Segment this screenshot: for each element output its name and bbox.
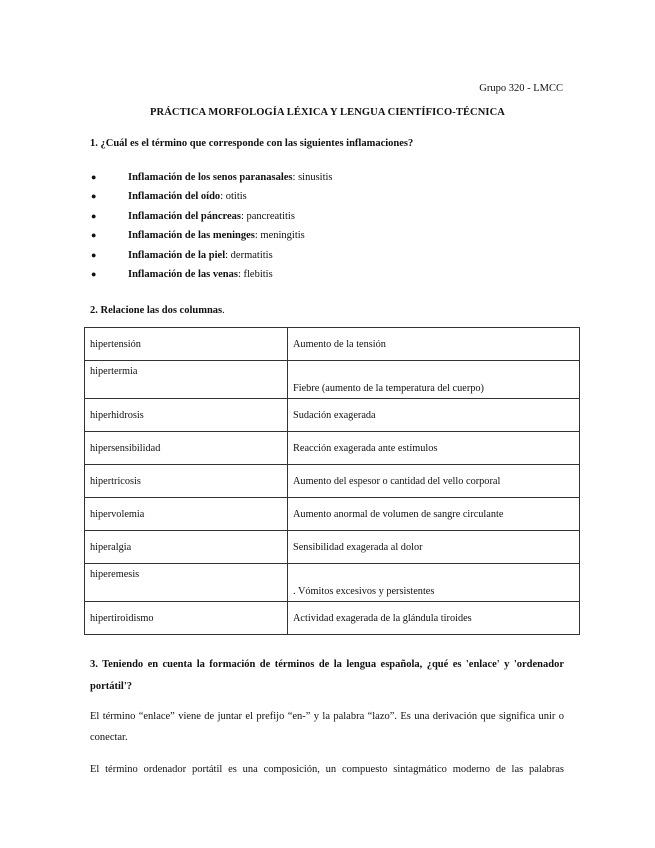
list-item	[90, 207, 333, 226]
term-cell: hiperhidrosis	[85, 399, 288, 432]
definition-cell: Fiebre (aumento de la temperatura del cuerpo)	[288, 361, 580, 399]
list-item-term: Inflamación del oído	[128, 191, 221, 203]
definition-cell: Sensibilidad exagerada al dolor	[288, 531, 580, 564]
table-row	[85, 361, 580, 399]
list-item-answer: : otitis	[220, 191, 247, 203]
table-row	[85, 498, 580, 531]
term-cell: hipertiroidismo	[85, 602, 288, 635]
table-row	[85, 399, 580, 432]
answer-paragraph-2: El término ordenador portátil es una composición, un compuesto sintagmático moderno de las palabras	[90, 764, 564, 775]
definition-cell: Aumento de la tensión	[288, 328, 580, 361]
list-item-term: Inflamación de las venas	[128, 268, 238, 280]
bullet-icon: ●	[91, 172, 97, 182]
relation-table	[84, 327, 580, 635]
question-1: 1. ¿Cuál es el término que corresponde con las siguientes inflamaciones?	[90, 138, 414, 149]
term-cell: hipertricosis	[85, 465, 288, 498]
term-cell: hiperalgia	[85, 531, 288, 564]
table-row	[85, 432, 580, 465]
bullet-icon: ●	[91, 268, 97, 279]
list-item	[90, 226, 333, 245]
list-item-answer: : dermatitis	[225, 249, 273, 261]
list-item	[90, 246, 333, 265]
list-item-answer: : flebitis	[237, 268, 273, 280]
definition-cell: . Vómitos excesivos y persistentes	[288, 564, 580, 602]
definition-cell: Reacción exagerada ante estímulos	[288, 432, 580, 465]
question-3: 3. Teniendo en cuenta la formación de términos de la lengua española, ¿qué es 'enlace' y 'ordenador portátil'?	[90, 659, 564, 692]
term-cell: hipervolemia	[85, 498, 288, 531]
definition-cell: Aumento del espesor o cantidad del vello corporal	[288, 465, 580, 498]
document-title: PRÁCTICA MORFOLOGÍA LÉXICA Y LENGUA CIENTÍFICO-TÉCNICA	[150, 107, 505, 118]
term-cell: hiperemesis	[85, 564, 288, 602]
question-2-number: 2.	[90, 305, 98, 316]
list-item	[90, 265, 333, 284]
inflammation-list	[90, 168, 333, 284]
list-item-term: Inflamación de la piel	[128, 249, 226, 261]
question-2-punct: .	[222, 305, 225, 316]
table-row	[85, 328, 580, 361]
table-row	[85, 602, 580, 635]
definition-cell: Actividad exagerada de la glándula tiroides	[288, 602, 580, 635]
question-2	[90, 305, 225, 316]
list-item	[90, 187, 333, 206]
list-item-answer: : sinusitis	[292, 172, 333, 183]
definition-cell: Aumento anormal de volumen de sangre circulante	[288, 498, 580, 531]
term-cell: hipersensibilidad	[85, 432, 288, 465]
bullet-icon: ●	[91, 210, 97, 221]
list-item	[90, 168, 333, 187]
list-item-term: Inflamación del páncreas	[128, 210, 241, 222]
bullet-icon: ●	[91, 249, 97, 260]
list-item-term: Inflamación de los senos paranasales	[128, 172, 293, 183]
answer-paragraph-1: El término “enlace” viene de juntar el prefijo “en-” y la palabra “lazo”. Es una derivación que significa unir o conectar.	[90, 711, 564, 743]
term-cell: hipertensión	[85, 328, 288, 361]
bullet-icon: ●	[91, 230, 97, 241]
question-2-text: Relacione las dos columnas	[100, 305, 223, 316]
term-cell: hipertermia	[85, 361, 288, 399]
list-item-answer: : meningitis	[254, 230, 305, 242]
table-row	[85, 564, 580, 602]
list-item-term: Inflamación de las meninges	[128, 230, 255, 242]
table-row	[85, 465, 580, 498]
list-item-answer: : pancreatitis	[240, 210, 295, 222]
bullet-icon: ●	[91, 191, 97, 202]
group-label: Grupo 320 - LMCC	[479, 83, 563, 94]
table-row	[85, 531, 580, 564]
definition-cell: Sudación exagerada	[288, 399, 580, 432]
